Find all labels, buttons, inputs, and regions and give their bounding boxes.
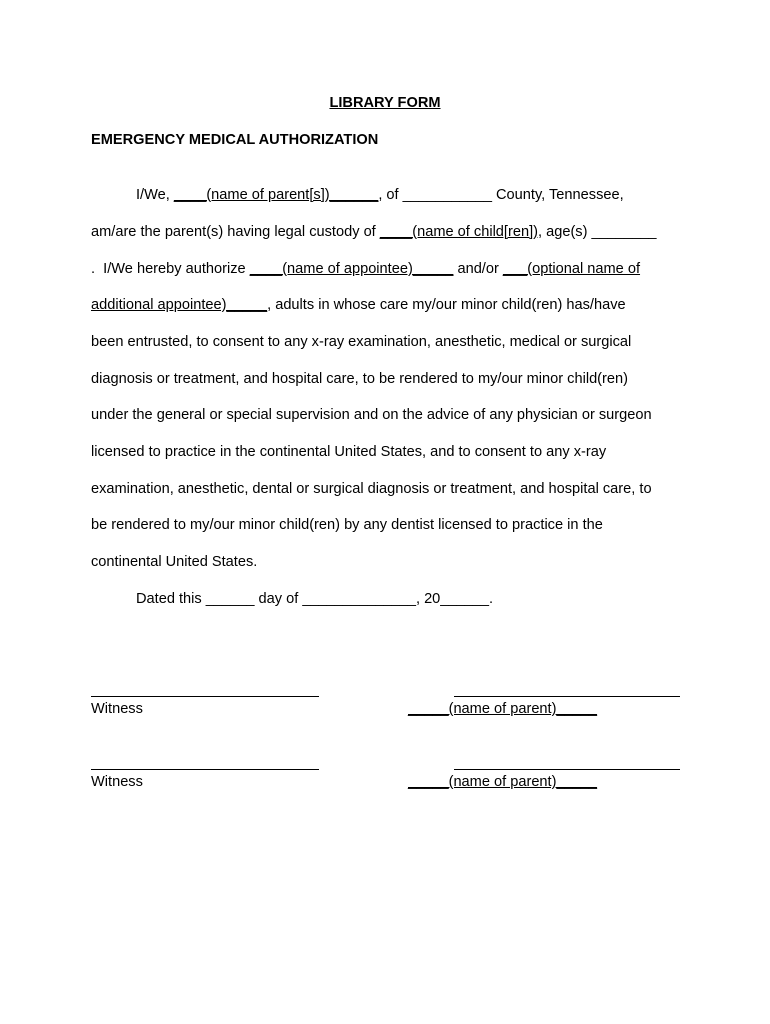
paragraph-line-11: continental United States. xyxy=(91,554,258,570)
text-segment: I/We, xyxy=(136,187,174,203)
paragraph-line-1 xyxy=(91,186,624,204)
parent-label-2: _____(name of parent)_____ xyxy=(408,774,598,790)
additional-appointee-blank: additional appointee)_____ xyxy=(91,297,268,313)
paragraph-line-10: be rendered to my/our minor child(ren) by any dentist licensed to practice in the xyxy=(91,517,603,533)
witness-label-2: Witness xyxy=(91,774,143,790)
paragraph-line-8: licensed to practice in the continental United States, and to consent to any x-ray xyxy=(91,444,607,460)
parent-signature-line-2 xyxy=(454,769,680,770)
paragraph-line-2 xyxy=(91,223,656,241)
text-segment: County, Tennessee, xyxy=(491,187,624,203)
optional-appointee-blank: ___(optional name of xyxy=(502,261,641,277)
paragraph-line-3 xyxy=(91,260,640,278)
paragraph-line-9: examination, anesthetic, dental or surgical diagnosis or treatment, and hospital care, to xyxy=(91,481,652,497)
text-segment: am/are the parent(s) having legal custody of xyxy=(91,224,380,240)
witness-label-1: Witness xyxy=(91,701,143,717)
child-name-blank: ____(name of child[ren]) xyxy=(379,224,538,240)
text-segment: , age(s) xyxy=(537,224,592,240)
text-segment: , of xyxy=(378,187,403,203)
paragraph-line-6: diagnosis or treatment, and hospital care, to be rendered to my/our minor child(ren) xyxy=(91,371,628,387)
ages-blank: ________ xyxy=(591,224,657,240)
text-segment: , adults in whose care my/our minor child(ren) has/have xyxy=(267,297,626,313)
appointee-name-blank: ____(name of appointee)_____ xyxy=(249,261,454,277)
witness-signature-line-2 xyxy=(91,769,319,770)
paragraph-line-5: been entrusted, to consent to any x-ray examination, anesthetic, medical or surgical xyxy=(91,334,632,350)
parent-name-blank: ____(name of parent[s])______ xyxy=(173,187,379,203)
form-title: LIBRARY FORM xyxy=(329,95,441,111)
form-subtitle: EMERGENCY MEDICAL AUTHORIZATION xyxy=(91,132,379,148)
witness-signature-line-1 xyxy=(91,696,319,697)
parent-label-1: _____(name of parent)_____ xyxy=(408,701,598,717)
text-segment: . I/We hereby authorize xyxy=(91,261,250,277)
paragraph-line-7: under the general or special supervision and on the advice of any physician or surgeon xyxy=(91,407,652,423)
paragraph-line-4 xyxy=(91,296,626,314)
text-segment: and/or xyxy=(453,261,503,277)
parent-signature-line-1 xyxy=(454,696,680,697)
dated-line: Dated this ______ day of ______________, 20______. xyxy=(136,591,494,607)
county-blank: ___________ xyxy=(402,187,492,203)
